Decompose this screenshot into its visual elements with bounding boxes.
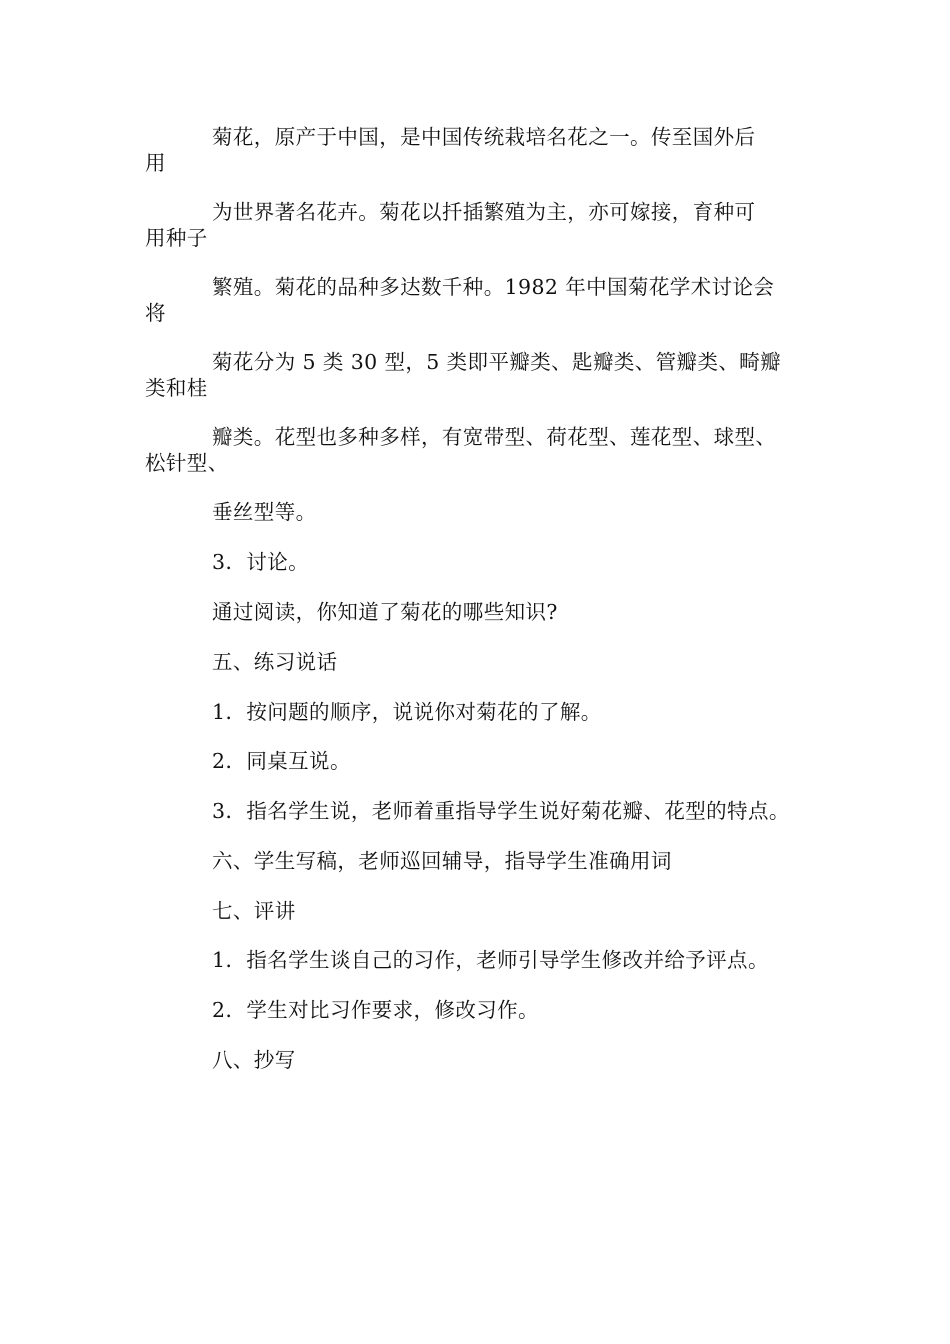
list-item: 2．学生对比习作要求，修改习作。 [212, 998, 539, 1022]
paragraph-line: 垂丝型等。 [212, 500, 317, 524]
section-heading: 五、练习说话 [212, 650, 338, 674]
list-item: 3．指名学生说，老师着重指导学生说好菊花瓣、花型的特点。 [212, 799, 790, 823]
section-heading: 六、学生写稿，老师巡回辅导，指导学生准确用词 [212, 849, 672, 873]
paragraph-line: 瓣类。花型也多种多样，有宽带型、荷花型、莲花型、球型、 [212, 425, 777, 449]
list-item: 1．指名学生谈自己的习作，老师引导学生修改并给予评点。 [212, 948, 769, 972]
section-heading: 七、评讲 [212, 899, 296, 923]
discussion-step: 3．讨论。 [212, 550, 310, 574]
paragraph-line-wrap: 将 [145, 301, 166, 325]
paragraph-line: 为世界著名花卉。菊花以扦插繁殖为主，亦可嫁接，育种可 [212, 200, 756, 224]
paragraph-line-wrap: 用种子 [145, 226, 208, 250]
paragraph-line-wrap: 类和桂 [145, 376, 208, 400]
paragraph-line-wrap: 用 [145, 151, 166, 175]
paragraph-line-wrap: 松针型、 [145, 451, 229, 475]
section-heading: 八、抄写 [212, 1048, 296, 1072]
paragraph-line: 菊花分为 5 类 30 型，5 类即平瓣类、匙瓣类、管瓣类、畸瓣 [212, 350, 782, 374]
list-item: 1．按问题的顺序，说说你对菊花的了解。 [212, 700, 602, 724]
discussion-question: 通过阅读，你知道了菊花的哪些知识? [212, 600, 558, 624]
paragraph-line: 繁殖。菊花的品种多达数千种。1982 年中国菊花学术讨论会 [212, 275, 775, 299]
list-item: 2．同桌互说。 [212, 749, 351, 773]
paragraph-line: 菊花，原产于中国，是中国传统栽培名花之一。传至国外后 [212, 125, 756, 149]
